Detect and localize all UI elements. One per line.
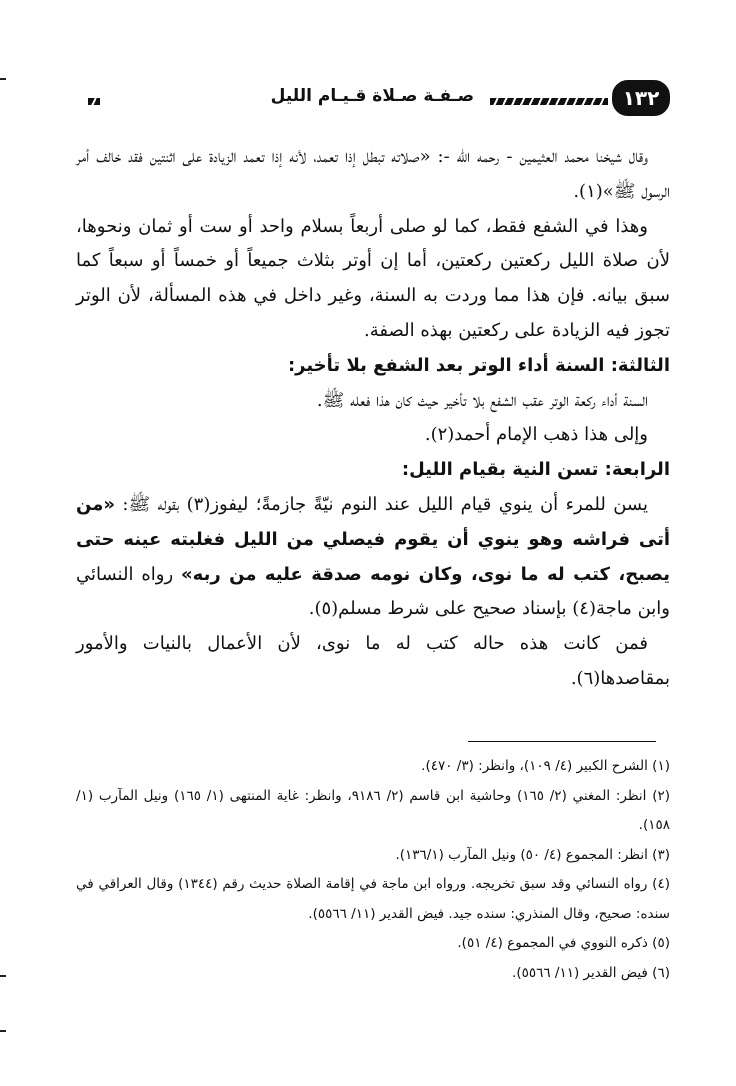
- paragraph: [76, 488, 670, 627]
- footnote: (٢) انظر: المغني (٢/ ١٦٥) وحاشية ابن قاسم (٢/ ٩١٨٦، وانظر: غاية المنتهى (١/ ١٦٥) ونيل المآرب (١/ ١٥٨).: [76, 787, 671, 833]
- section-heading: الثالثة: السنة أداء الوتر بعد الشفع بلا تأخير:: [287, 354, 670, 376]
- hadith-quote: «من أتى فراشه وهو ينوي أن يقوم فيصلي من الليل فغلبته عينه حتى يصبح، كتب له ما نوى، وكان نومه صدقة عليه من ربه»: [76, 493, 671, 585]
- paragraph: وقال شيخنا محمد العثيمين - رحمه الله -: «صلاته تبطل إذا تعمد، لأنه إذا تعمد الزيادة على اثنتين فقد خالف أمر الرسول ﷺ»(١).: [76, 146, 670, 202]
- footnote: (١) الشرح الكبير (٤/ ١٠٩)، وانظر: (٣/ ٤٧٠).: [421, 758, 670, 774]
- paragraph: فمن كانت هذه حاله كتب له ما نوى، لأن الأعمال بالنيات والأمور بمقاصدها(٦).: [76, 633, 670, 689]
- footnote: (٣) انظر: المجموع (٤/ ٥٠) ونيل المآرب (١٣٦/١).: [395, 846, 670, 863]
- page-edge-mark: [0, 975, 6, 977]
- footnote: (٥) ذكره النووي في المجموع (٤/ ٥١).: [457, 935, 670, 951]
- paragraph-text: يسن للمرء أن ينوي قيام الليل عند النوم نيّةً جازمةً؛ ليفوز(٣) بقوله ﷺ:: [114, 493, 648, 515]
- paragraph-text: رواه النسائي وابن ماجة(٤) بإسناد صحيح على شرط مسلم(٥).: [76, 563, 670, 620]
- page-number: ١٣٢: [612, 80, 670, 116]
- page-edge-mark: [0, 1030, 6, 1032]
- paragraph: وإلى هذا ذهب الإمام أحمد(٢).: [424, 424, 648, 446]
- paragraph: السنة أداء ركعة الوتر عقب الشفع بلا تأخير حيث كان هذا فعله ﷺ.: [316, 389, 648, 411]
- header-ornament-rule: [88, 98, 100, 105]
- footnote: (٦) فيض القدير (١١/ ٥٥٦٦).: [512, 964, 670, 981]
- paragraph: وهذا في الشفع فقط، كما لو صلى أربعاً بسلام واحد أو ست أو ثمان ونحوها، لأن صلاة الليل ركعتين ركعتين، أما إن أوتر بثلاث جميعاً أو خمساً أو سبعاً كما سبق بيانه. فإن هذا مما وردت به السنة، وغير داخل في هذه المسألة، لأن الوتر تجوز فيه الزيادة على ركعتين بهذه الصفة.: [76, 215, 670, 341]
- running-title: صـفـة صـلاة قـيـام الليل: [270, 86, 474, 106]
- section-heading: الرابعة: تسن النية بقيام الليل:: [401, 459, 670, 481]
- footnotes: [76, 752, 670, 988]
- running-header: [72, 80, 670, 120]
- page-edge-mark: [0, 78, 6, 80]
- header-ornament-rule: [490, 98, 608, 105]
- footnote: (٤) رواه النسائي وقد سبق تخريجه. ورواه ابن ماجة في إقامة الصلاة حديث رقم (١٣٤٤) وقال العراقي في سنده: صحيح، وقال المنذري: سنده جيد. فيض القدير (١١/ ٥٥٦٦).: [76, 876, 670, 922]
- main-text: [76, 140, 670, 697]
- footnote-separator: [468, 741, 656, 742]
